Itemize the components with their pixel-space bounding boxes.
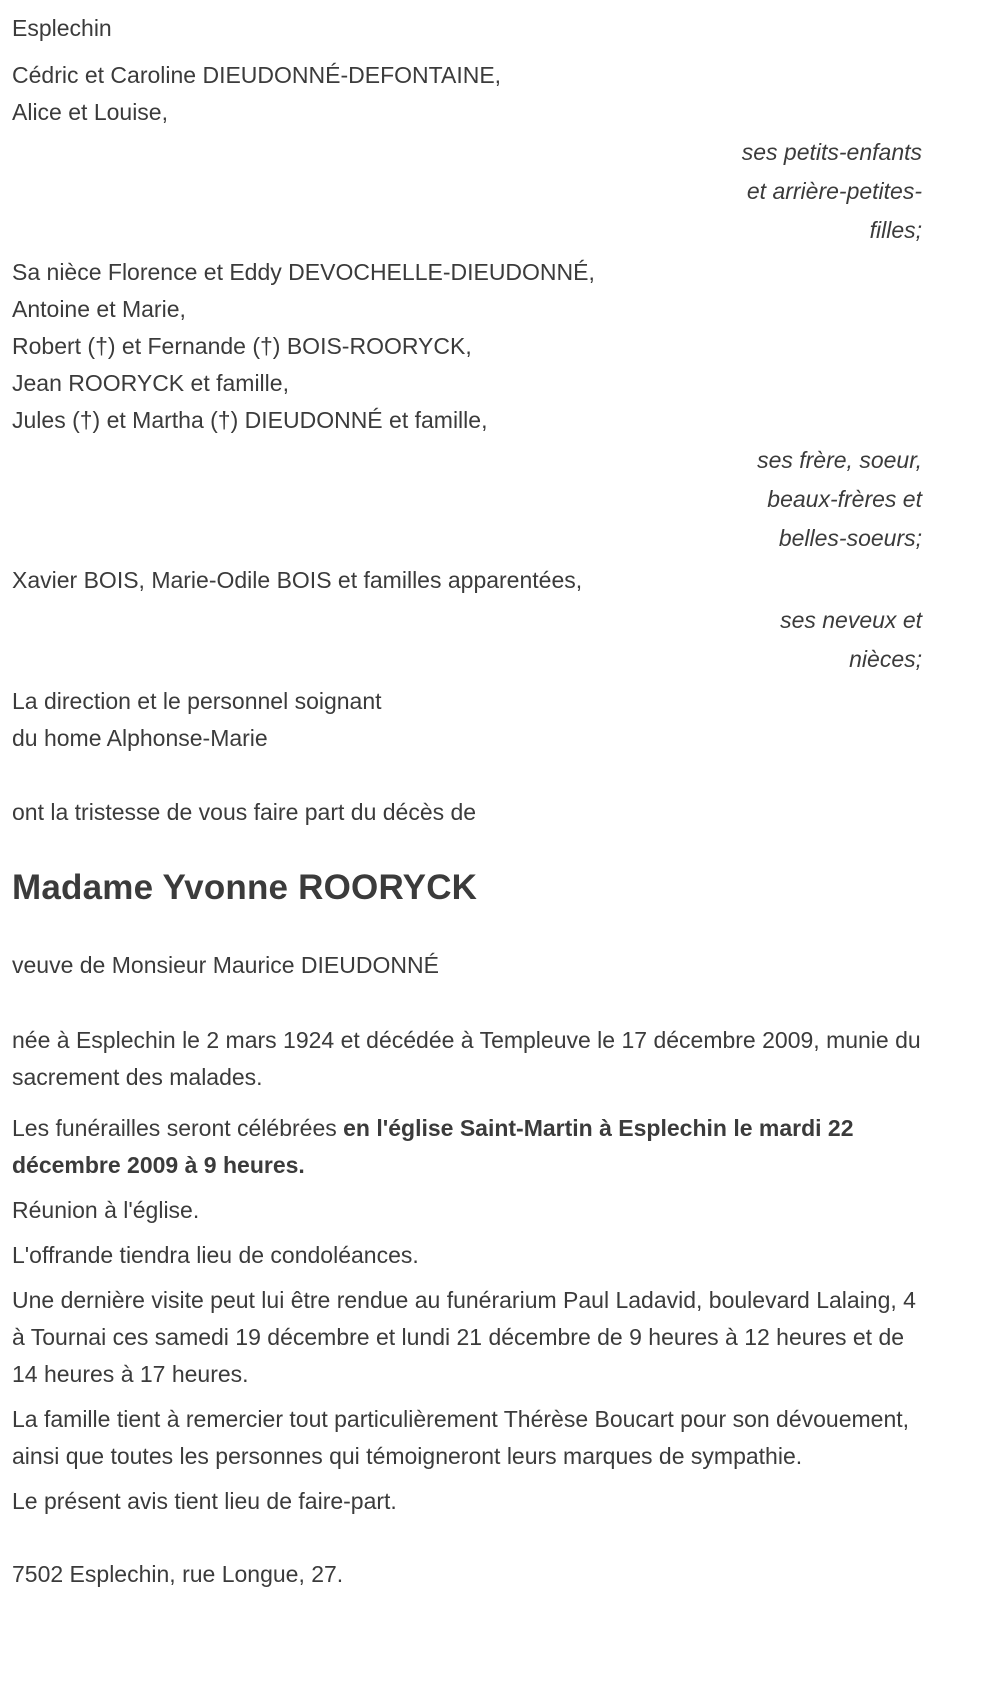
family-line: Jules (†) et Martha (†) DIEUDONNÉ et famille, bbox=[12, 407, 488, 433]
birth-death-paragraph: née à Esplechin le 2 mars 1924 et décédée à Templeuve le 17 décembre 2009, munie du sacrement des malades. bbox=[12, 1027, 921, 1090]
relation-line: filles; bbox=[869, 217, 922, 243]
meeting-line: Réunion à l'église. bbox=[12, 1197, 200, 1223]
city-line: Esplechin bbox=[12, 15, 112, 41]
relation-line: beaux-frères et bbox=[767, 486, 922, 512]
deceased-name: Madame Yvonne ROORYCK bbox=[12, 868, 478, 907]
relation-line: ses petits-enfants bbox=[741, 139, 922, 165]
funeral-prefix: Les funérailles seront célébrées bbox=[12, 1115, 344, 1141]
family-line: Xavier BOIS, Marie-Odile BOIS et familles apparentées, bbox=[12, 567, 583, 593]
family-group-grandchildren bbox=[12, 57, 922, 131]
notice-line: Le présent avis tient lieu de faire-part. bbox=[12, 1488, 397, 1514]
address-line: 7502 Esplechin, rue Longue, 27. bbox=[12, 1561, 344, 1587]
relation-line: ses neveux et bbox=[780, 607, 922, 633]
funeral-details-bold: en l'église Saint-Martin à Esplechin le mardi 22 décembre 2009 à 9 heures. bbox=[12, 1115, 854, 1178]
relation-nephews bbox=[12, 601, 922, 679]
relation-grandchildren bbox=[12, 133, 922, 250]
intro-line: ont la tristesse de vous faire part du décès de bbox=[12, 799, 477, 825]
family-line: La direction et le personnel soignant bbox=[12, 688, 382, 714]
family-group-nephews bbox=[12, 562, 922, 599]
relation-line: et arrière-petites- bbox=[746, 178, 922, 204]
relation-line: ses frère, soeur, bbox=[757, 447, 922, 473]
visit-paragraph: Une dernière visite peut lui être rendue au funérarium Paul Ladavid, boulevard Lalaing, 4 à Tournai ces samedi 19 décembre et lundi 21 décembre de 9 heures à 12 heures et de 14 heures à 17 heures. bbox=[12, 1287, 916, 1387]
family-line: Robert (†) et Fernande (†) BOIS-ROORYCK, bbox=[12, 333, 472, 359]
family-line: Jean ROORYCK et famille, bbox=[12, 370, 289, 396]
family-line: Sa nièce Florence et Eddy DEVOCHELLE-DIEUDONNÉ, bbox=[12, 259, 595, 285]
family-group-siblings bbox=[12, 254, 922, 439]
funeral-paragraph bbox=[12, 1110, 922, 1184]
widow-line: veuve de Monsieur Maurice DIEUDONNÉ bbox=[12, 952, 439, 978]
family-line: du home Alphonse-Marie bbox=[12, 725, 268, 751]
relation-line: belles-soeurs; bbox=[778, 525, 922, 551]
family-line: Alice et Louise, bbox=[12, 99, 168, 125]
spacer bbox=[12, 757, 922, 794]
relation-line: nièces; bbox=[849, 646, 922, 672]
offering-line: L'offrande tiendra lieu de condoléances. bbox=[12, 1242, 419, 1268]
relation-siblings bbox=[12, 441, 922, 558]
thanks-paragraph: La famille tient à remercier tout particulièrement Thérèse Boucart pour son dévouement, ainsi que toutes les personnes qui témoigneront leurs marques de sympathie. bbox=[12, 1406, 910, 1469]
family-group-care-home bbox=[12, 683, 922, 757]
family-line: Cédric et Caroline DIEUDONNÉ-DEFONTAINE, bbox=[12, 62, 502, 88]
family-line: Antoine et Marie, bbox=[12, 296, 186, 322]
